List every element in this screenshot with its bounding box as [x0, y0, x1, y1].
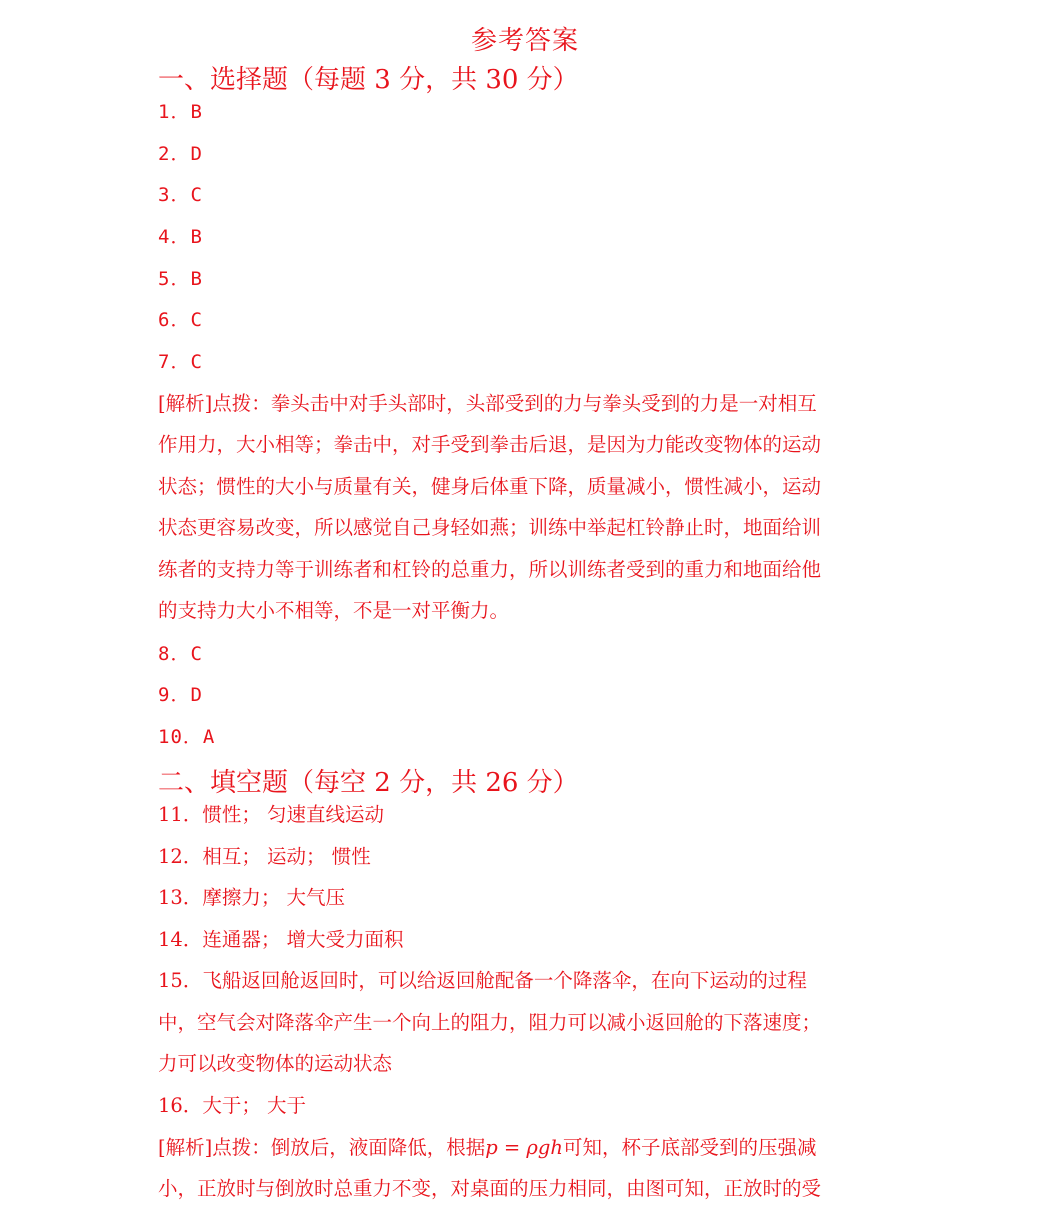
answer-15-line: 中，空气会对降落伞产生一个向上的阻力，阻力可以减小返回舱的下落速度； — [158, 1011, 822, 1034]
page-title: 参考答案 — [470, 26, 579, 56]
explanation-7-line: 练者的支持力等于训练者和杠铃的总重力，所以训练者受到的重力和地面给他 — [158, 558, 822, 581]
answer-4: 4．B — [158, 226, 203, 248]
section-heading-fill-in: 二、填空题（每空 2 分，共 26 分） — [158, 768, 579, 798]
explanation-16-prefix: [解析]点拨：倒放后，液面降低，根据 — [158, 1136, 486, 1159]
explanation-16-line-2: 小，正放时与倒放时总重力不变，对桌面的压力相同，由图可知，正放时的受 — [158, 1177, 822, 1200]
answer-2: 2．D — [158, 143, 203, 165]
explanation-16-line-1 — [158, 1135, 816, 1161]
explanation-16-suffix: 可知，杯子底部受到的压强减 — [562, 1136, 817, 1159]
answer-10: 10．A — [158, 726, 216, 748]
answer-11: 11．惯性； 匀速直线运动 — [158, 803, 385, 826]
answer-5: 5．B — [158, 268, 203, 290]
answer-7: 7．C — [158, 351, 203, 373]
pressure-formula: p = ρgh — [485, 1136, 563, 1159]
answer-12: 12．相互； 运动； 惯性 — [158, 845, 371, 868]
answer-16: 16．大于； 大于 — [158, 1094, 307, 1117]
explanation-7-line: 作用力，大小相等；拳击中，对手受到拳击后退，是因为力能改变物体的运动 — [158, 433, 822, 456]
answer-13: 13．摩擦力； 大气压 — [158, 886, 346, 909]
answer-1: 1．B — [158, 101, 203, 123]
explanation-7-line: 状态更容易改变，所以感觉自己身轻如燕；训练中举起杠铃静止时，地面给训 — [158, 516, 822, 539]
answer-9: 9．D — [158, 684, 203, 706]
explanation-7-line: [解析]点拨：拳头击中对手头部时，头部受到的力与拳头受到的力是一对相互 — [158, 392, 817, 415]
answer-6: 6．C — [158, 309, 203, 331]
explanation-7-line: 状态；惯性的大小与质量有关，健身后体重下降，质量减小，惯性减小，运动 — [158, 475, 822, 498]
answer-8: 8．C — [158, 643, 203, 665]
answer-3: 3．C — [158, 184, 203, 206]
answer-14: 14．连通器； 增大受力面积 — [158, 928, 404, 951]
section-heading-multiple-choice: 一、选择题（每题 3 分，共 30 分） — [158, 65, 579, 95]
answer-15-line: 力可以改变物体的运动状态 — [158, 1052, 393, 1075]
explanation-7-line: 的支持力大小不相等，不是一对平衡力。 — [158, 599, 510, 622]
answer-15-line: 15．飞船返回舱返回时，可以给返回舱配备一个降落伞，在向下运动的过程 — [158, 969, 807, 992]
